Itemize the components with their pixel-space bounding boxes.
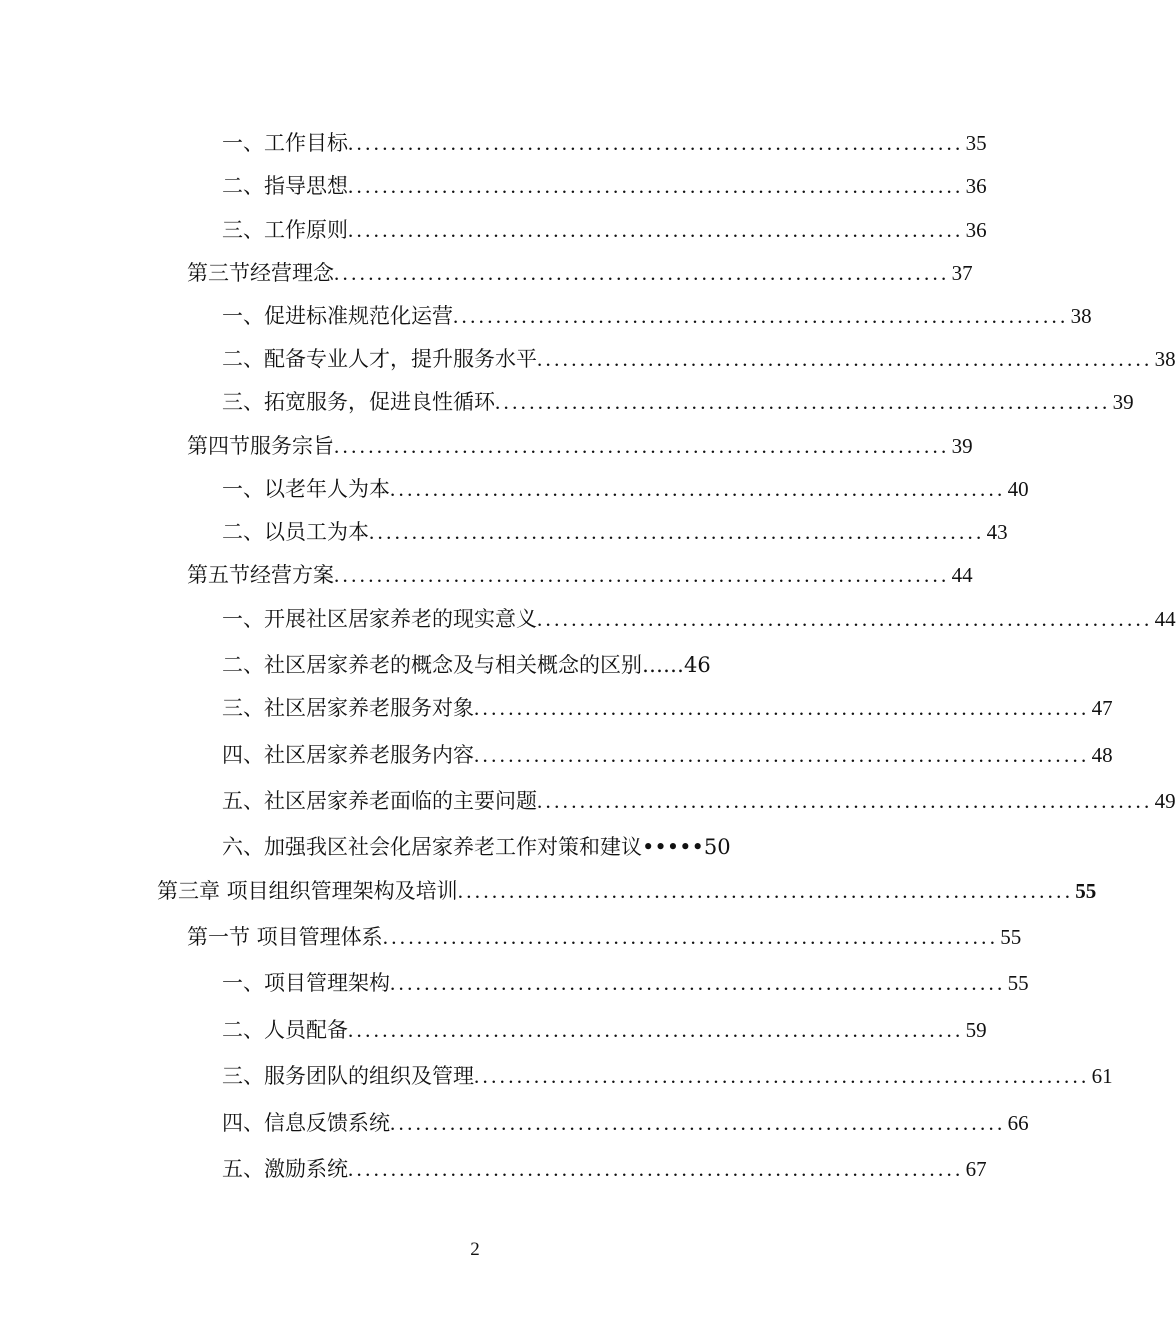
toc-entry-title: 二、社区居家养老的概念及与相关概念的区别……46: [222, 653, 711, 677]
toc-entry-title: 一、开展社区居家养老的现实意义: [222, 607, 537, 631]
toc-entry-page: 39: [951, 434, 973, 458]
toc-entry: [222, 302, 1092, 330]
toc-entry: [222, 388, 1134, 416]
toc-dot-leader: ........................................................................: [537, 347, 1153, 371]
toc-entry: [222, 475, 1029, 503]
toc-entry-title: 四、信息反馈系统: [222, 1111, 390, 1135]
toc-dot-leader: ........................................................................: [495, 390, 1111, 414]
toc-entry-title: 第一节 项目管理体系: [187, 925, 383, 949]
toc-dot-leader: ........................................................................: [334, 261, 950, 285]
toc-entry-title: 五、社区居家养老面临的主要问题: [222, 789, 537, 813]
toc-entry: [222, 1155, 987, 1183]
toc-entry-title: 二、配备专业人才，提升服务水平: [222, 347, 537, 371]
toc-entry: [222, 345, 1176, 373]
toc-dot-leader: ........................................................................: [382, 925, 999, 949]
toc-entry-title: 一、工作目标: [222, 131, 348, 155]
toc-entry-page: 38: [1070, 304, 1092, 328]
toc-entry-title: 一、以老年人为本: [222, 477, 390, 501]
toc-entry: [187, 561, 973, 589]
toc-dot-leader: ........................................................................: [537, 607, 1153, 631]
toc-entry-page: 38: [1154, 347, 1176, 371]
toc-entry-title: 四、社区居家养老服务内容: [222, 743, 474, 767]
toc-entry-page: 36: [965, 218, 987, 242]
toc-dot-leader: ........................................................................: [390, 477, 1006, 501]
toc-dot-leader: ........................................................................: [474, 1064, 1090, 1088]
toc-entry-title: 三、社区居家养老服务对象: [222, 696, 474, 720]
toc-dot-leader: ........................................................................: [348, 174, 964, 198]
toc-entry-page: 66: [1007, 1111, 1029, 1135]
toc-entry: [222, 172, 987, 200]
toc-entry: [222, 518, 1008, 546]
toc-entry-title: 二、以员工为本: [222, 520, 369, 544]
toc-dot-leader: ........................................................................: [390, 1111, 1006, 1135]
toc-entry-title: 二、人员配备: [222, 1018, 348, 1042]
toc-entry: [222, 969, 1029, 997]
toc-entry-page: 67: [965, 1157, 987, 1181]
toc-entry: [222, 1109, 1029, 1137]
toc-entry: [187, 923, 1022, 951]
toc-entry-page: 55: [1075, 879, 1097, 903]
toc-entry-page: 39: [1112, 390, 1134, 414]
toc-entry-title: 第三章 项目组织管理架构及培训: [157, 879, 458, 903]
toc-entry-page: 49: [1154, 789, 1176, 813]
toc-entry-title: 第三节经营理念: [187, 261, 334, 285]
toc-entry-page: 47: [1091, 696, 1113, 720]
toc-entry-page: 61: [1091, 1064, 1113, 1088]
toc-entry-title: 五、激励系统: [222, 1157, 348, 1181]
toc-entry-page: 55: [1000, 925, 1022, 949]
toc-entry: [222, 1062, 1113, 1090]
toc-entry: [222, 787, 1176, 815]
toc-entry-page: 36: [965, 174, 987, 198]
toc-dot-leader: ........................................................................: [453, 304, 1069, 328]
toc-entry-page: 40: [1007, 477, 1029, 501]
toc-entry: [222, 216, 987, 244]
toc-entry-page: 44: [951, 563, 973, 587]
toc-entry-page: 44: [1154, 607, 1176, 631]
toc-dot-leader: ........................................................................: [334, 434, 950, 458]
toc-entry-page: 55: [1007, 971, 1029, 995]
toc-dot-leader: ........................................................................: [348, 1018, 964, 1042]
toc-dot-leader: ........................................................................: [474, 696, 1090, 720]
toc-entry: [222, 605, 1176, 633]
toc-entry-title: 一、项目管理架构: [222, 971, 390, 995]
toc-dot-leader: ........................................................................: [457, 879, 1074, 903]
toc-entry: [222, 833, 822, 861]
page-number: 2: [470, 1239, 480, 1260]
toc-dot-leader: ........................................................................: [369, 520, 985, 544]
toc-dot-leader: ........................................................................: [334, 563, 950, 587]
toc-chapter-entry: [157, 877, 1097, 905]
toc-entry: [222, 651, 802, 679]
toc-entry-page: 59: [965, 1018, 987, 1042]
toc-entry-page: 37: [951, 261, 973, 285]
toc-dot-leader: ........................................................................: [348, 218, 964, 242]
toc-entry-title: 三、工作原则: [222, 218, 348, 242]
toc-dot-leader: ........................................................................: [474, 743, 1090, 767]
toc-entry-title: 第四节服务宗旨: [187, 434, 334, 458]
toc-entry: [222, 741, 1113, 769]
toc-dot-leader: ........................................................................: [348, 131, 964, 155]
toc-entry-page: 35: [965, 131, 987, 155]
toc-dot-leader: ........................................................................: [390, 971, 1006, 995]
toc-entry-title: 六、加强我区社会化居家养老工作对策和建议•••••50: [222, 835, 731, 859]
toc-entry: [222, 1016, 987, 1044]
toc-entry-page: 48: [1091, 743, 1113, 767]
toc-entry-title: 三、拓宽服务，促进良性循环: [222, 390, 495, 414]
toc-dot-leader: ........................................................................: [348, 1157, 964, 1181]
toc-entry: [187, 432, 973, 460]
toc-dot-leader: ........................................................................: [537, 789, 1153, 813]
toc-entry: [187, 259, 973, 287]
toc-entry-page: 43: [986, 520, 1008, 544]
toc-entry-title: 一、促进标准规范化运营: [222, 304, 453, 328]
toc-entry-title: 三、服务团队的组织及管理: [222, 1064, 474, 1088]
toc-entry-title: 二、指导思想: [222, 174, 348, 198]
toc-entry: [222, 129, 987, 157]
toc-entry-title: 第五节经营方案: [187, 563, 334, 587]
toc-entry: [222, 694, 1113, 722]
